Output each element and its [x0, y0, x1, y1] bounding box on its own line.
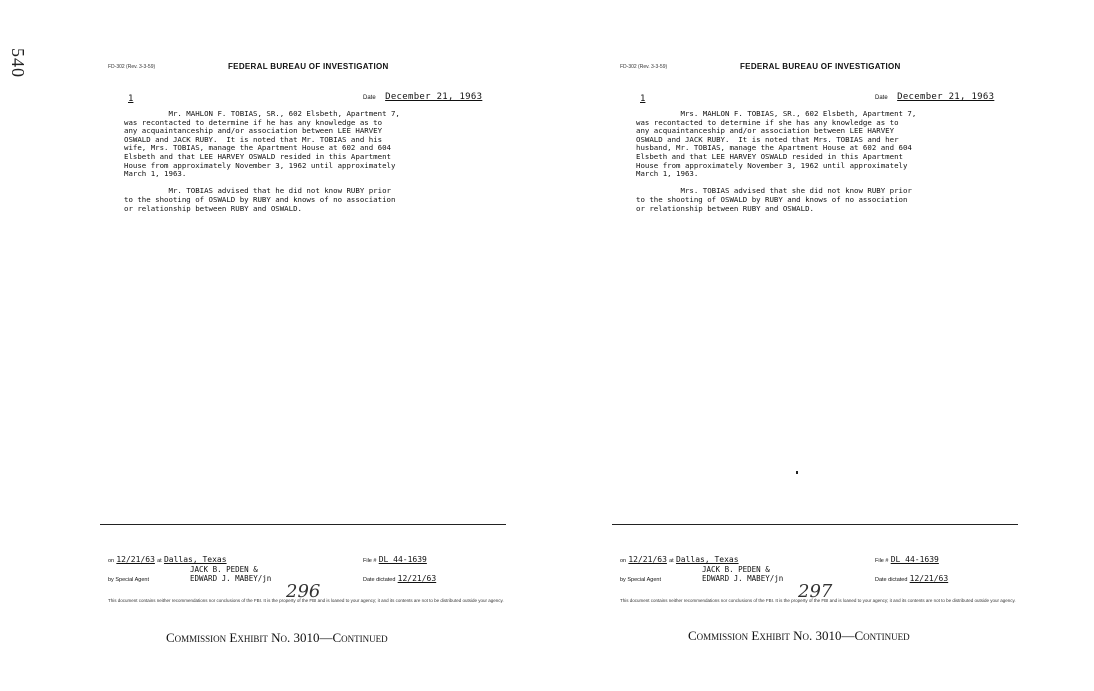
agent-names: JACK B. PEDEN & EDWARD J. MABEY/jn — [190, 565, 272, 583]
exhibit-caption-right: Commission Exhibit No. 3010—Continued — [688, 628, 910, 643]
file-number: DL 44-1639 — [378, 555, 427, 564]
handwritten-number: 296 — [286, 581, 321, 602]
on-label: on — [108, 558, 115, 564]
interview-date: 12/21/63 — [628, 555, 667, 564]
report-date — [875, 92, 994, 102]
exhibit-caption-left: Commission Exhibit No. 3010—Continued — [166, 630, 388, 645]
interview-meta — [108, 555, 427, 564]
date-value: December 21, 1963 — [385, 92, 483, 102]
by-agent-label: by Special Agent — [620, 577, 661, 583]
agency-header: FEDERAL BUREAU OF INVESTIGATION — [228, 62, 389, 71]
at-label: at — [157, 558, 162, 564]
page-mark: 1 — [640, 94, 646, 104]
disclaimer: This document contains neither recommendations nor conclusions of the FBI. It is the property of the FBI and is loaned to your agency; it and its contents are not to be distributed outside your agency. — [108, 598, 504, 603]
file-label: File # — [875, 558, 889, 564]
form-code: FD-302 (Rev. 3-3-59) — [108, 64, 156, 70]
page-mark: 1 — [128, 94, 134, 104]
agent-names: JACK B. PEDEN & EDWARD J. MABEY/jn — [702, 565, 784, 583]
file-label: File # — [363, 558, 377, 564]
date-value: December 21, 1963 — [897, 92, 995, 102]
date-label: Date — [875, 95, 888, 101]
report-date — [363, 92, 482, 102]
divider — [612, 524, 1018, 525]
date-label: Date — [363, 95, 376, 101]
dictated-label: Date dictated — [875, 577, 908, 583]
disclaimer: This document contains neither recommendations nor conclusions of the FBI. It is the property of the FBI and is loaned to your agency; it and its contents are not to be distributed outside your agency. — [620, 598, 1016, 603]
fbi-report-left — [108, 58, 508, 618]
interview-date: 12/21/63 — [116, 555, 155, 564]
interview-location: Dallas, Texas — [675, 555, 739, 564]
page-number: 540 — [8, 48, 28, 78]
dictated-date: 12/21/63 — [397, 574, 437, 583]
on-label: on — [620, 558, 627, 564]
dictated-label: Date dictated — [363, 577, 396, 583]
interview-location: Dallas, Texas — [163, 555, 227, 564]
fbi-report-right — [620, 58, 1020, 618]
form-code: FD-302 (Rev. 3-3-59) — [620, 64, 668, 70]
handwritten-number: 297 — [798, 581, 833, 602]
by-agent-label: by Special Agent — [108, 577, 149, 583]
report-body: Mr. MAHLON F. TOBIAS, SR., 602 Elsbeth, Apartment 7, was recontacted to determine if he has any knowledge as to any acquaintanceship and/or association between LEE HARVEY OSWALD and JACK RUBY. It is noted that Mr. TOBIAS and his wife, Mrs. TOBIAS, manage the Apartment House at 602 and 604 Elsbeth and that LEE HARVEY OSWALD resided in this Apartment House from approximately November 3, 1962 until approximately March 1, 1963. Mr. TOBIAS advised that he did not know RUBY prior to the shooting of OSWALD by RUBY and knows of no association or relationship between RUBY and OSWALD. — [124, 109, 400, 213]
file-number: DL 44-1639 — [890, 555, 939, 564]
interview-meta — [620, 555, 939, 564]
agency-header: FEDERAL BUREAU OF INVESTIGATION — [740, 62, 901, 71]
dictated-date: 12/21/63 — [909, 574, 949, 583]
at-label: at — [669, 558, 674, 564]
scan-speck — [796, 471, 798, 474]
divider — [100, 524, 506, 525]
report-body: Mrs. MAHLON F. TOBIAS, SR., 602 Elsbeth, Apartment 7, was recontacted to determine if she has any knowledge as to any acquaintanceship and/or association between LEE HARVEY OSWALD and JACK RUBY. It is noted that Mrs. TOBIAS and her husband, Mr. TOBIAS, manage the Apartment House at 602 and 604 Elsbeth and that LEE HARVEY OSWALD resided in this Apartment House from approximately November 3, 1962 until approximately March 1, 1963. Mrs. TOBIAS advised that she did not know RUBY prior to the shooting of OSWALD by RUBY and knows of no association or relationship between RUBY and OSWALD. — [636, 109, 917, 213]
